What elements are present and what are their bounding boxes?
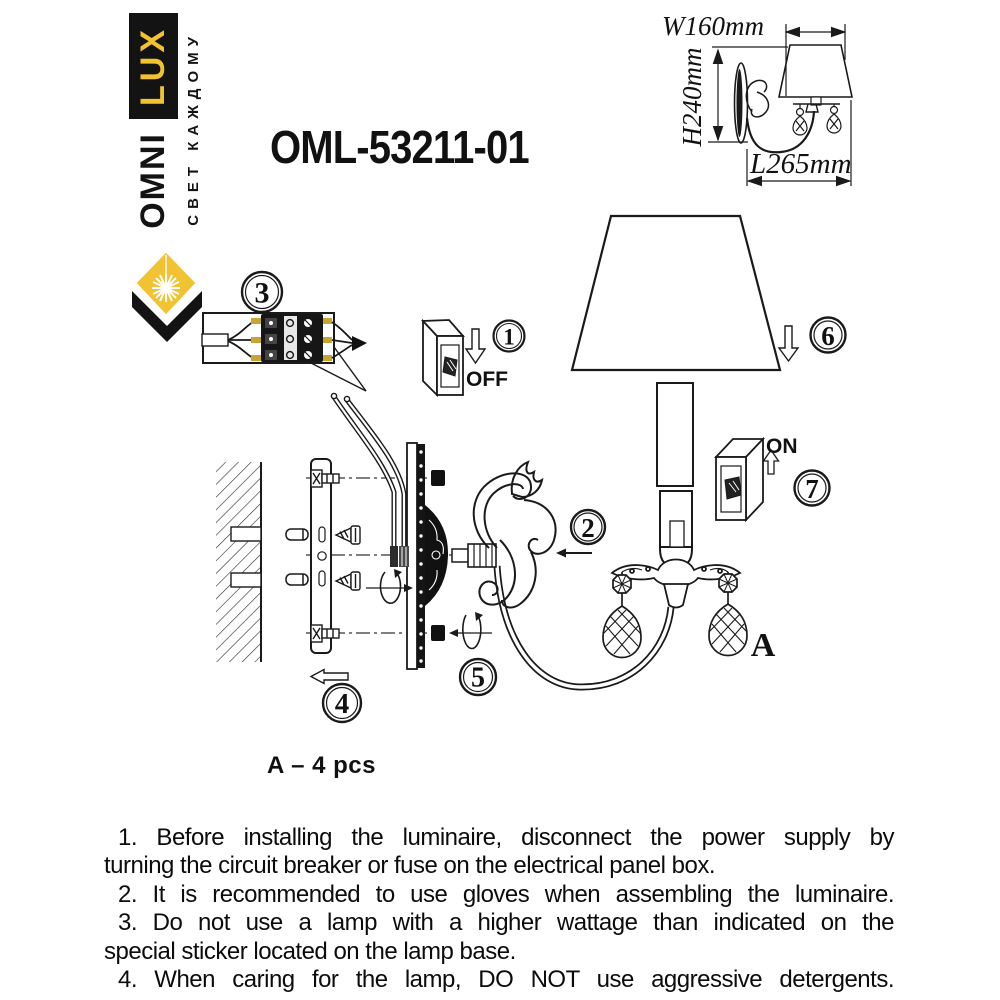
dim-height-label: H240mm [677,47,707,147]
svg-text:1: 1 [503,324,515,350]
thumb-shade [779,45,852,97]
svg-text:3: 3 [254,276,270,310]
step-marker-7 [795,471,830,506]
switch-off-label: OFF [466,368,508,391]
step-marker-5 [460,659,496,695]
rotate-icon-upper [366,569,413,603]
svg-text:4: 4 [334,688,350,720]
step-marker-1 [494,321,525,352]
crystal-pendant-right [709,572,747,656]
instruction-line: 2. It is recommended to use gloves when assembling the luminaire. [118,880,894,908]
crystal-pendant-left [603,572,641,658]
lamp-arm [497,566,671,687]
svg-text:5: 5 [471,662,485,694]
rotate-icon-lower [449,612,492,648]
instruction-line: 1. Before installing the luminaire, disconnect the power supply by [118,824,894,851]
part-a-label: A [750,627,776,664]
arrow-left-step2-icon [556,549,592,558]
dim-length-label: L265mm [750,148,852,180]
junction-box-callout [202,313,367,391]
dimension-thumbnail [662,11,852,186]
candle-sleeve [657,383,693,486]
arrow-left-icon [311,670,348,684]
switch-on-label: ON [766,435,798,458]
wall-section [216,462,261,662]
loose-screws [336,526,360,590]
instructions-text [104,824,894,994]
svg-text:7: 7 [805,474,819,504]
instruction-line: 3. Do not use a lamp with a higher wattage than indicated on the [118,909,894,937]
cable-out [352,336,367,351]
lamp-shade [572,216,780,370]
stud-nut [390,546,398,567]
model-number: OML-53211-01 [270,121,529,173]
instruction-line: 4. When caring for the lamp, DO NOT use aggressive detergents. [118,966,894,994]
brand-lux-text: LUX [134,26,172,106]
instruction-line: turning the circuit breaker or fuse on the electrical panel box. [104,852,716,880]
wall-anchors [286,529,308,585]
cap-nut-top [431,470,445,486]
svg-text:6: 6 [821,321,835,351]
instruction-line: special sticker located on the lamp base. [104,937,516,965]
step-marker-2 [571,510,605,544]
mounting-stud [452,549,469,562]
brand-omni-text: OMNI [134,131,172,229]
arrow-down-shade-icon [779,326,798,361]
decorative-scroll [474,462,556,607]
backplate [407,443,448,669]
dim-width-label: W160mm [662,11,764,41]
svg-text:2: 2 [581,513,595,543]
terminal-block [261,314,323,362]
brand-tagline-text: СВЕТ КАЖДОМУ [184,30,202,226]
parts-count-note: A – 4 pcs [267,752,376,779]
mounting-bracket [311,459,339,653]
arrow-down-icon [466,329,485,363]
supply-wires [331,393,409,567]
cap-nut-bottom [431,625,445,641]
backplate-ornament [425,505,448,606]
step-marker-6 [811,318,846,353]
step-marker-3 [242,272,282,312]
cable-end [202,334,228,346]
step-marker-4 [323,684,361,722]
